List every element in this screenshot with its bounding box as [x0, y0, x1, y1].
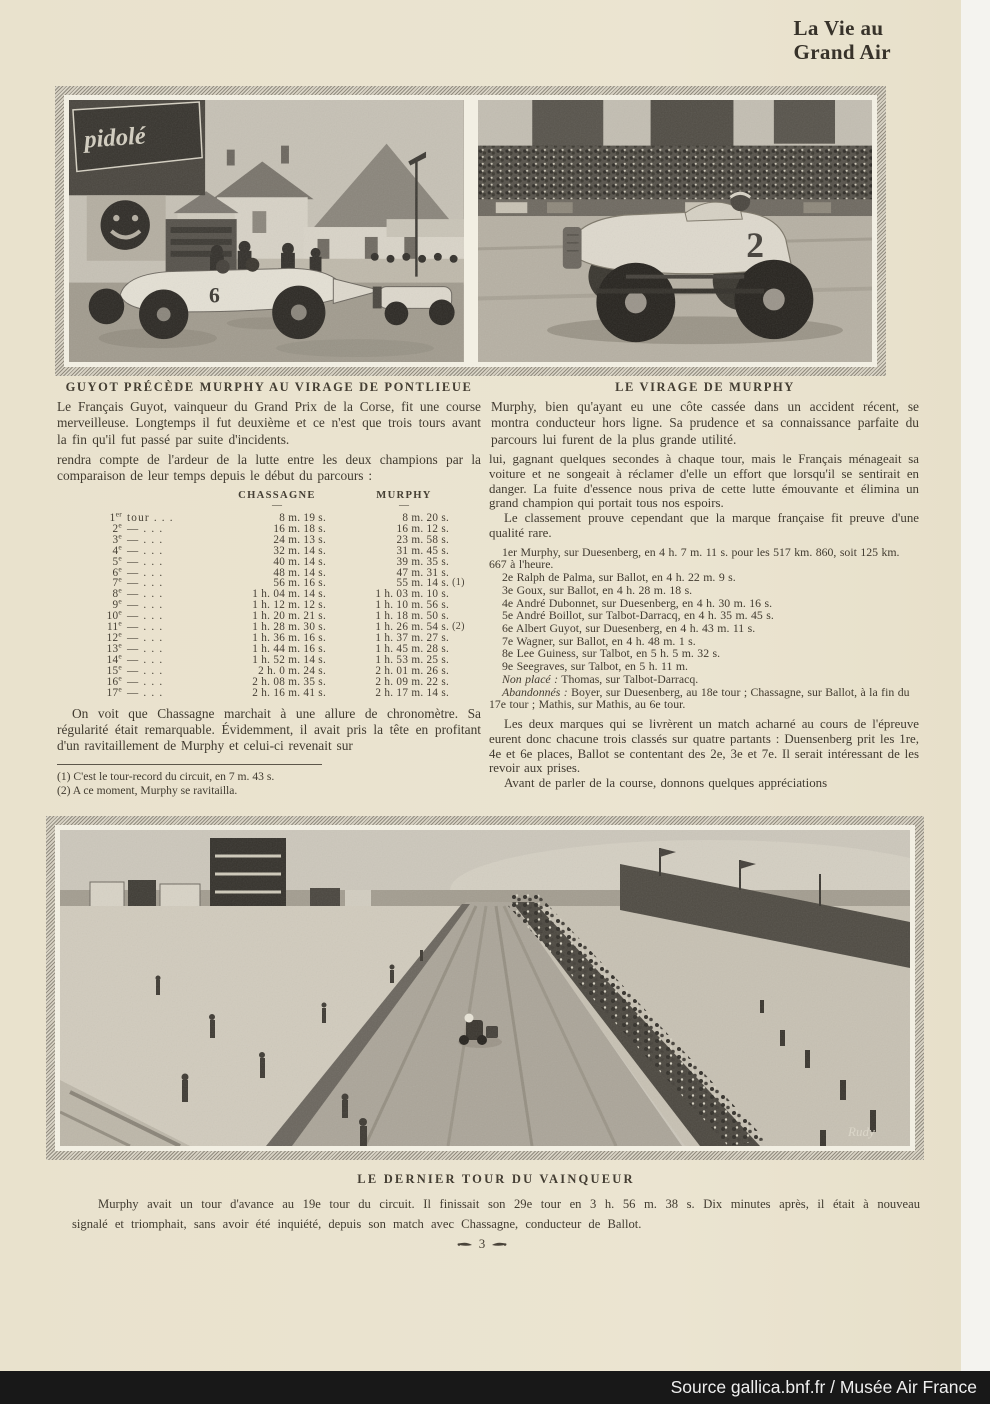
table-row: 13e — . . . 1 h. 44 m. 16 s. 1 h. 45 m. 28 s.: [106, 640, 450, 655]
right-column: [489, 452, 919, 812]
table-row: 7e — . . . 56 m. 16 s. 55 m. 14 s. (1): [112, 574, 465, 590]
final-lap-illustration: [60, 830, 910, 1146]
left-intro: rendra compte de l'ardeur de la lutte entre les deux champions par la comparaison de leur temps depuis le début du parcours :: [57, 452, 481, 483]
caption-left-title: GUYOT PRÉCÈDE MURPHY AU VIRAGE DE PONTLIEUE: [65, 380, 473, 394]
bottom-caption-title: LE DERNIER TOUR DU VAINQUEUR: [357, 1172, 635, 1186]
right-paragraph-2: Le classement prouve cependant que la marque française fit preuve d'une qualité rare.: [489, 511, 919, 540]
classement-item: 8e Lee Guiness, sur Talbot, en 5 h. 5 m. 32 s.: [502, 646, 721, 661]
caption-right-body: Murphy, bien qu'ayant eu une côte cassée dans un accident récent, se montra conducteur hors ligne. Sa prudence et sa connaissance parfaite du parcours lui furent de la plus grande utilité.: [491, 399, 919, 447]
right-paragraph-3: Les deux marques qui se livrèrent un match acharné au cours de l'épreuve eurent donc chacune trois classés sur quatre partants : Duensenberg prit les 1re, 4e et 6e places, Ballot se contentant des 2e, 3e et 7e. Il serait intéressant de les revoir aux prises.: [489, 716, 919, 776]
photo-guyot-pontlieue: [69, 100, 464, 362]
classement-item: 1er Murphy, sur Duesenberg, en 4 h. 7 m. 11 s. pour les 517 km. 860, soit 125 km. 667 à l'heure.: [489, 544, 900, 572]
street-corner-illustration: [69, 100, 464, 362]
table-row: 9e — . . . 1 h. 12 m. 12 s. 1 h. 10 m. 56 s.: [112, 596, 450, 612]
table-row: 3e — . . . 24 m. 13 s. 23 m. 58 s.: [112, 531, 450, 546]
classement-item: 9e Seegraves, sur Talbot, en 5 h. 11 m.: [502, 659, 688, 674]
source-text: Source gallica.bnf.fr / Musée Air France: [670, 1377, 977, 1397]
footnote-1: (1) C'est le tour-record du circuit, en 7 m. 43 s.: [57, 770, 275, 784]
classement-item: 3e Goux, sur Ballot, en 4 h. 28 m. 18 s.: [502, 582, 693, 597]
table-row: 6e — . . . 48 m. 14 s. 47 m. 31 s.: [112, 563, 450, 579]
murphy-car-illustration: [478, 100, 873, 362]
classement-list: [489, 546, 919, 711]
photo-murphy-virage: [478, 100, 873, 362]
photo-dernier-tour: [60, 830, 910, 1146]
classement-item: 6e Albert Guyot, sur Duesenberg, en 4 h. 43 m. 11 s.: [502, 621, 756, 635]
lap-times-table: [97, 490, 481, 698]
table-row: 14e — . . . 1 h. 52 m. 14 s. 1 h. 53 m. 25 s.: [106, 651, 450, 666]
photo-signature: Rudy: [848, 1124, 875, 1139]
photo-mat-bottom: [55, 825, 915, 1151]
table-row: 5e — . . . 40 m. 14 s. 39 m. 35 s.: [112, 552, 450, 568]
footnote-2: (2) A ce moment, Murphy se ravitailla.: [57, 784, 238, 798]
caption-left: [57, 380, 481, 448]
classement-non-place: Non placé : Thomas, sur Talbot-Darracq.: [502, 671, 699, 686]
source-bar: [0, 1371, 990, 1404]
fleuron-left-icon: [456, 1240, 473, 1250]
lap-table-rows: [97, 509, 481, 699]
page-number-block: [57, 1236, 907, 1252]
classement-item: 7e Wagner, sur Ballot, en 4 h. 48 m. 1 s.: [502, 633, 696, 648]
masthead: [793, 16, 891, 64]
bottom-caption-body: Murphy avait un tour d'avance au 19e tour du circuit. Il finissait son 29e tour en 3 h. 56 m. 38 s. Dix minutes après, il était à nouveau signalé et triomphait, sans avoir été inquiété, depuis son match avec Chassagne, conducteur de Ballot.: [72, 1197, 920, 1231]
header-chassagne: CHASSAGNE: [238, 490, 316, 501]
billboard-text: pidolé: [83, 122, 147, 154]
header-murphy: MURPHY: [376, 490, 432, 501]
left-column: [57, 452, 481, 798]
footnote-rule: [57, 764, 322, 765]
table-row: 1er tour . . . 8 m. 19 s. 8 m. 20 s.: [109, 509, 450, 524]
table-row: 15e — . . . 2 h. 0 m. 24 s. 2 h. 01 m. 26 s.: [106, 661, 450, 677]
masthead-line1: La Vie au: [793, 16, 884, 40]
table-row: 11e — . . . 1 h. 28 m. 30 s. 1 h. 26 m. 54 s. (2): [106, 618, 465, 634]
caption-left-body: Le Français Guyot, vainqueur du Grand Prix de la Corse, fit une course merveilleuse. Longtemps il fut deuxième et ce n'est que trois tours avant la fin qu'il fut passé par suite d'incidents.: [57, 399, 481, 447]
table-row: 8e — . . . 1 h. 04 m. 14 s. 1 h. 03 m. 10 s.: [112, 585, 450, 601]
right-paragraph-4: Avant de parler de la course, donnons quelques appréciations: [504, 776, 828, 791]
table-row: 4e — . . . 32 m. 14 s. 31 m. 45 s.: [112, 541, 450, 557]
lap-table-header: [97, 490, 481, 501]
classement-item: 5e André Boillot, sur Talbot-Darracq, en 4 h. 35 m. 45 s.: [502, 608, 774, 623]
caption-right-title: LE VIRAGE DE MURPHY: [615, 380, 795, 394]
table-row: 16e — . . . 2 h. 08 m. 35 s. 2 h. 09 m. 22 s.: [106, 672, 450, 688]
bottom-caption: [72, 1172, 920, 1234]
classement-item: 2e Ralph de Palma, sur Ballot, en 4 h. 22 m. 9 s.: [502, 570, 736, 585]
top-photo-frame: [55, 86, 886, 376]
car-number-12: 2: [745, 224, 764, 265]
table-row: 17e — . . . 2 h. 16 m. 41 s. 2 h. 17 m. 14 s.: [106, 683, 450, 699]
car-number-6: 6: [209, 283, 220, 308]
fleuron-right-icon: [491, 1240, 508, 1250]
classement-abandonnes: Abandonnés : Boyer, sur Duesenberg, au 18e tour ; Chassagne, sur Ballot, à la fin du 17e tour ; Mathis, sur Mathis, au 6e tour.: [489, 684, 910, 712]
bottom-photo-frame: [46, 816, 924, 1160]
scan-background: [961, 0, 990, 1371]
photo-mat: [64, 95, 877, 367]
table-row: 2e — . . . 16 m. 18 s. 16 m. 12 s.: [112, 520, 450, 535]
caption-right: [491, 380, 919, 448]
table-row: 12e — . . . 1 h. 36 m. 16 s. 1 h. 37 m. 27 s.: [106, 629, 450, 644]
lap-table-header-dashes: — —: [272, 500, 409, 511]
right-paragraph-1: lui, gagnant quelques secondes à chaque tour, mais le Français ménageait sa voiture et ne songeait à réclamer d'elle un effort que lorsqu'il se sentirait en danger. La fuite d'essence nous priva de cette lutte émouvante et élimina un grand champion qui portait tous nos espoirs.: [489, 452, 919, 511]
classement-items: [489, 546, 919, 673]
table-row: 10e — . . . 1 h. 20 m. 21 s. 1 h. 18 m. 50 s.: [106, 607, 450, 623]
classement-item: 4e André Dubonnet, sur Duesenberg, en 4 h. 30 m. 16 s.: [502, 595, 773, 610]
page-number: 3: [478, 1236, 486, 1251]
left-after-table: On voit que Chassagne marchait à une allure de chronomètre. Sa régularité était remarquable. Évidemment, il avait pris la tête en profitant d'un ravitaillement de Murphy et celui-ci revenait sur: [57, 706, 481, 754]
masthead-line2: Grand Air: [793, 40, 891, 64]
